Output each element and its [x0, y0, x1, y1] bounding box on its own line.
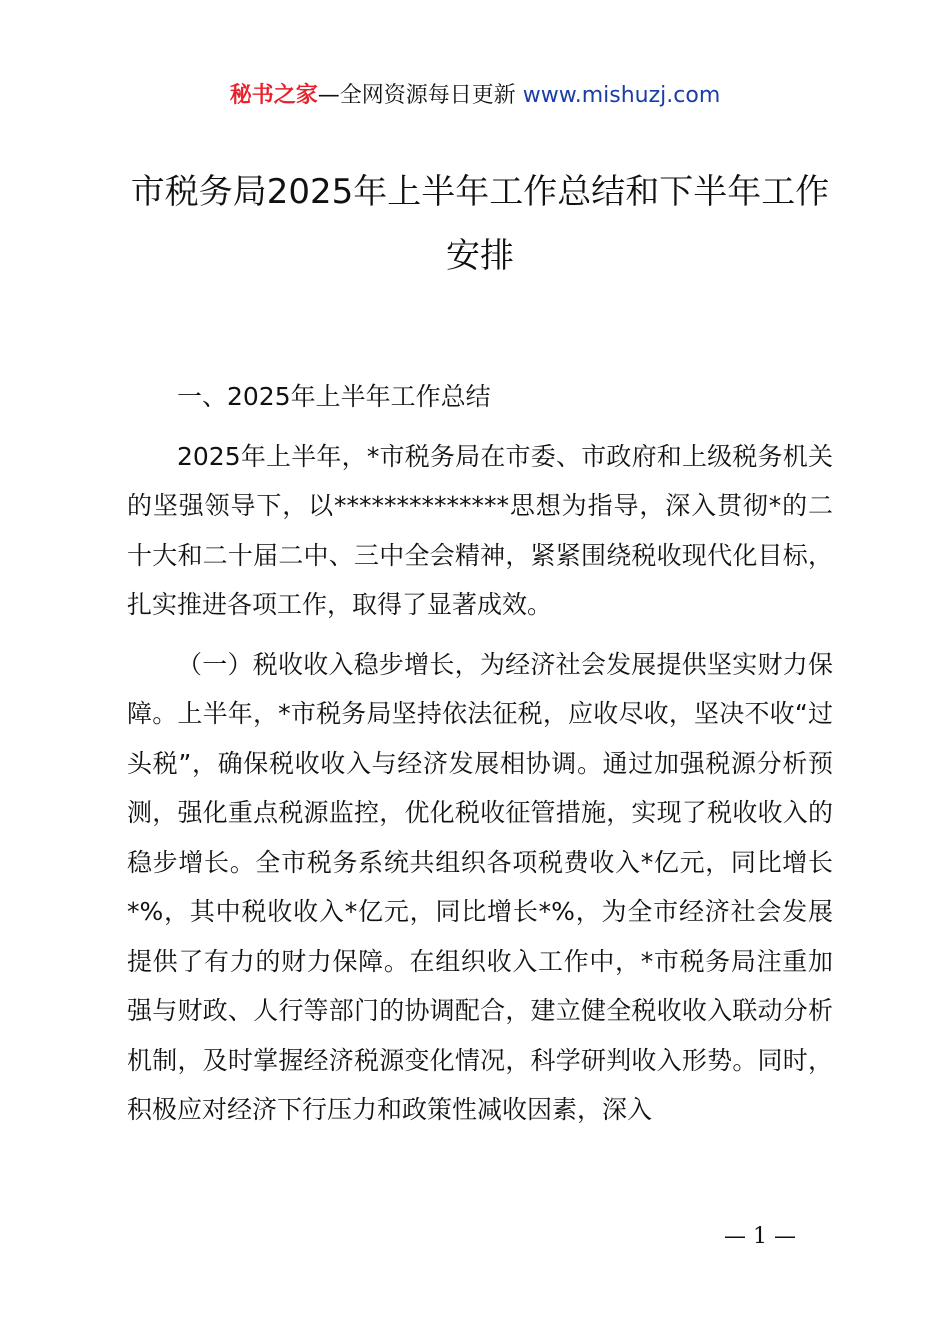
section-heading: 一、2025年上半年工作总结: [177, 382, 491, 411]
site-url-link[interactable]: www.mishuzj.com: [522, 83, 721, 108]
document-title: 市税务局2025年上半年工作总结和下半年工作安排: [130, 172, 830, 276]
site-header: [0, 80, 950, 112]
header-tagline: —全网资源每日更新: [317, 83, 523, 108]
brand-name: 秘书之家: [229, 83, 318, 108]
paragraph: 2025年上半年，*市税务局在市委、市政府和上级税务机关的坚强领导下，以**************思想为指导，深入贯彻*的二十大和二十届二中、三中全会精神，紧紧围绕税收现代化目标，扎实推进各项工作，取得了显著成效。: [127, 441, 833, 619]
document-body: [127, 372, 833, 1135]
paragraph: （一）税收收入稳步增长，为经济社会发展提供坚实财力保障。上半年，*市税务局坚持依法征税，应收尽收，坚决不收“过头税”，确保税收收入与经济发展相协调。通过加强税源分析预测，强化重点税源监控，优化税收征管措施，实现了税收收入的稳步增长。全市税务系统共组织各项税费收入*亿元，同比增长*%，其中税收收入*亿元，同比增长*%，为全市经济社会发展提供了有力的财力保障。在组织收入工作中，*市税务局注重加强与财政、人行等部门的协调配合，建立健全税收收入联动分析机制，及时掌握经济税源变化情况，科学研判收入形势。同时，积极应对经济下行压力和政策性减收因素，深入: [127, 649, 833, 1124]
page-number: — 1 —: [724, 1224, 796, 1249]
